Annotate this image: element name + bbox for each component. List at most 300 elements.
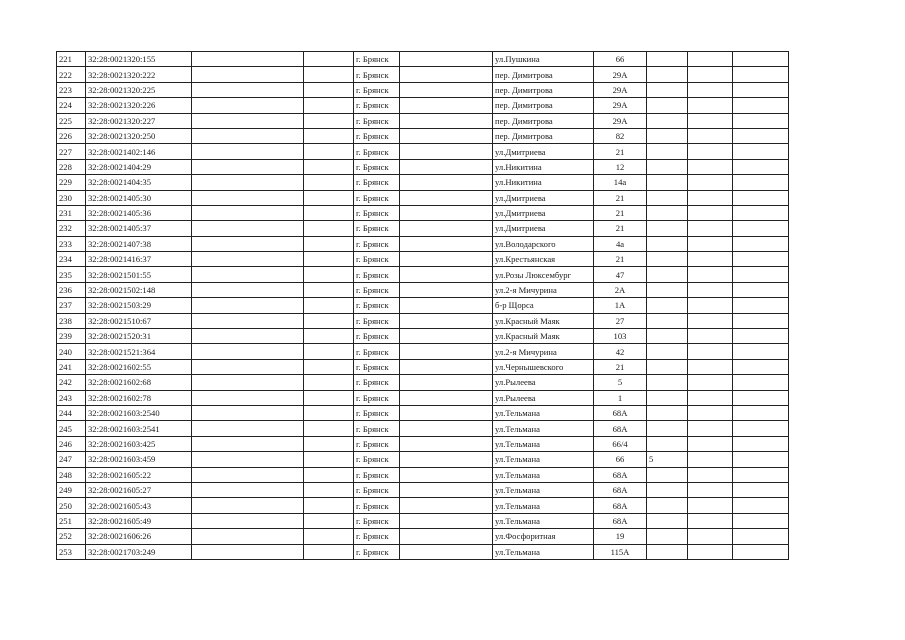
cell-house-number: 14а	[594, 175, 647, 190]
cell-empty	[733, 452, 789, 467]
cell-empty	[192, 359, 304, 374]
cell-row-number: 253	[57, 544, 86, 559]
cell-empty	[400, 82, 493, 97]
cell-cadastral-number: 32:28:0021320:250	[86, 128, 192, 143]
cell-row-number: 244	[57, 405, 86, 420]
cell-empty	[733, 221, 789, 236]
table-row	[57, 513, 789, 528]
cell-cadastral-number: 32:28:0021501:55	[86, 267, 192, 282]
cell-empty	[400, 344, 493, 359]
cell-empty	[400, 498, 493, 513]
cell-city: г. Брянск	[354, 98, 400, 113]
cell-city: г. Брянск	[354, 128, 400, 143]
cell-house-number: 1	[594, 390, 647, 405]
cell-house-number: 66	[594, 52, 647, 67]
cell-empty	[688, 498, 733, 513]
cell-empty	[304, 359, 354, 374]
cell-extra	[647, 467, 688, 482]
cell-empty	[688, 82, 733, 97]
cell-empty	[192, 236, 304, 251]
cell-empty	[304, 98, 354, 113]
cell-empty	[192, 267, 304, 282]
cell-empty	[688, 144, 733, 159]
cell-empty	[304, 82, 354, 97]
cell-empty	[400, 405, 493, 420]
cell-empty	[304, 313, 354, 328]
table-row	[57, 82, 789, 97]
table-row	[57, 267, 789, 282]
cell-empty	[733, 436, 789, 451]
cell-empty	[688, 298, 733, 313]
cell-empty	[733, 298, 789, 313]
cell-cadastral-number: 32:28:0021602:68	[86, 375, 192, 390]
cell-empty	[400, 436, 493, 451]
cell-empty	[304, 405, 354, 420]
table-row	[57, 405, 789, 420]
cell-empty	[192, 67, 304, 82]
cell-empty	[304, 529, 354, 544]
cell-cadastral-number: 32:28:0021405:36	[86, 205, 192, 220]
cell-cadastral-number: 32:28:0021405:37	[86, 221, 192, 236]
cell-row-number: 221	[57, 52, 86, 67]
cell-street: ул.Тельмана	[493, 513, 594, 528]
cell-empty	[192, 375, 304, 390]
cell-row-number: 250	[57, 498, 86, 513]
cell-house-number: 2А	[594, 282, 647, 297]
cell-city: г. Брянск	[354, 544, 400, 559]
cell-street: пер. Димитрова	[493, 67, 594, 82]
cell-empty	[400, 221, 493, 236]
table-row	[57, 359, 789, 374]
cell-extra	[647, 436, 688, 451]
cell-empty	[733, 175, 789, 190]
cell-empty	[733, 529, 789, 544]
cell-empty	[192, 144, 304, 159]
cell-empty	[733, 359, 789, 374]
cell-empty	[192, 421, 304, 436]
cell-empty	[400, 205, 493, 220]
cell-empty	[192, 282, 304, 297]
cell-empty	[400, 267, 493, 282]
cell-empty	[304, 144, 354, 159]
cell-empty	[304, 298, 354, 313]
cell-empty	[688, 375, 733, 390]
cell-street: ул.Тельмана	[493, 544, 594, 559]
cell-empty	[733, 421, 789, 436]
cell-empty	[192, 113, 304, 128]
cell-empty	[192, 467, 304, 482]
cell-empty	[400, 482, 493, 497]
cell-row-number: 249	[57, 482, 86, 497]
cell-street: ул.Тельмана	[493, 467, 594, 482]
cell-empty	[733, 252, 789, 267]
cell-empty	[304, 128, 354, 143]
cell-extra	[647, 113, 688, 128]
cell-row-number: 226	[57, 128, 86, 143]
cell-row-number: 228	[57, 159, 86, 174]
cell-empty	[688, 544, 733, 559]
cell-cadastral-number: 32:28:0021407:38	[86, 236, 192, 251]
cell-extra	[647, 313, 688, 328]
cell-cadastral-number: 32:28:0021320:225	[86, 82, 192, 97]
table-row	[57, 252, 789, 267]
cell-row-number: 246	[57, 436, 86, 451]
cell-row-number: 248	[57, 467, 86, 482]
cell-empty	[192, 329, 304, 344]
cell-extra	[647, 267, 688, 282]
cell-extra	[647, 298, 688, 313]
cell-cadastral-number: 32:28:0021416:37	[86, 252, 192, 267]
cell-city: г. Брянск	[354, 359, 400, 374]
cell-city: г. Брянск	[354, 467, 400, 482]
cell-row-number: 225	[57, 113, 86, 128]
cell-empty	[688, 313, 733, 328]
table-row	[57, 67, 789, 82]
cell-house-number: 12	[594, 159, 647, 174]
cell-city: г. Брянск	[354, 436, 400, 451]
cell-city: г. Брянск	[354, 405, 400, 420]
cell-empty	[304, 375, 354, 390]
cell-row-number: 231	[57, 205, 86, 220]
cell-extra	[647, 67, 688, 82]
cell-street: пер. Димитрова	[493, 82, 594, 97]
cell-empty	[733, 375, 789, 390]
cell-extra: 5	[647, 452, 688, 467]
cell-empty	[192, 190, 304, 205]
cell-empty	[733, 190, 789, 205]
cell-empty	[688, 467, 733, 482]
cell-extra	[647, 252, 688, 267]
cell-cadastral-number: 32:28:0021402:146	[86, 144, 192, 159]
cell-row-number: 232	[57, 221, 86, 236]
table-row	[57, 98, 789, 113]
cell-house-number: 29А	[594, 113, 647, 128]
table-row	[57, 175, 789, 190]
cell-city: г. Брянск	[354, 482, 400, 497]
cell-house-number: 42	[594, 344, 647, 359]
cell-city: г. Брянск	[354, 67, 400, 82]
cell-empty	[733, 498, 789, 513]
cell-empty	[688, 482, 733, 497]
cell-house-number: 68А	[594, 482, 647, 497]
cell-house-number: 21	[594, 252, 647, 267]
table-row	[57, 329, 789, 344]
cell-city: г. Брянск	[354, 329, 400, 344]
table-row	[57, 52, 789, 67]
cell-house-number: 1А	[594, 298, 647, 313]
cell-empty	[400, 144, 493, 159]
cell-empty	[192, 175, 304, 190]
cell-street: ул.Рылеева	[493, 390, 594, 405]
cell-empty	[192, 390, 304, 405]
cell-extra	[647, 359, 688, 374]
cell-row-number: 240	[57, 344, 86, 359]
cell-empty	[192, 513, 304, 528]
cell-cadastral-number: 32:28:0021605:22	[86, 467, 192, 482]
cell-empty	[733, 98, 789, 113]
cell-empty	[192, 98, 304, 113]
cell-empty	[733, 282, 789, 297]
cell-empty	[304, 329, 354, 344]
table-row	[57, 436, 789, 451]
cell-empty	[304, 482, 354, 497]
cell-house-number: 4а	[594, 236, 647, 251]
cell-empty	[304, 205, 354, 220]
cell-house-number: 29А	[594, 67, 647, 82]
cell-street: ул.Тельмана	[493, 405, 594, 420]
cell-extra	[647, 329, 688, 344]
cell-empty	[400, 513, 493, 528]
cell-empty	[304, 421, 354, 436]
cell-street: пер. Димитрова	[493, 113, 594, 128]
cell-empty	[304, 175, 354, 190]
cell-empty	[192, 344, 304, 359]
cell-empty	[688, 221, 733, 236]
cell-cadastral-number: 32:28:0021320:226	[86, 98, 192, 113]
cell-empty	[688, 190, 733, 205]
cell-empty	[400, 175, 493, 190]
cell-empty	[400, 67, 493, 82]
cell-empty	[304, 344, 354, 359]
cell-empty	[304, 436, 354, 451]
cell-empty	[192, 313, 304, 328]
cell-street: ул.Крестьянская	[493, 252, 594, 267]
cell-empty	[733, 544, 789, 559]
cell-street: ул.Никитина	[493, 159, 594, 174]
cell-city: г. Брянск	[354, 267, 400, 282]
cell-street: ул.2-я Мичурина	[493, 344, 594, 359]
cell-empty	[733, 390, 789, 405]
cell-empty	[733, 267, 789, 282]
cell-extra	[647, 205, 688, 220]
cell-city: г. Брянск	[354, 144, 400, 159]
cell-city: г. Брянск	[354, 82, 400, 97]
cell-house-number: 68А	[594, 513, 647, 528]
cell-empty	[400, 421, 493, 436]
cell-empty	[733, 344, 789, 359]
cell-street: ул.Рылеева	[493, 375, 594, 390]
cell-empty	[400, 467, 493, 482]
cell-empty	[733, 113, 789, 128]
cell-house-number: 5	[594, 375, 647, 390]
cell-row-number: 236	[57, 282, 86, 297]
cell-street: пер. Димитрова	[493, 98, 594, 113]
table-row	[57, 221, 789, 236]
cell-city: г. Брянск	[354, 421, 400, 436]
cell-extra	[647, 390, 688, 405]
cell-street: ул.Дмитриева	[493, 221, 594, 236]
cell-empty	[192, 221, 304, 236]
cell-empty	[688, 113, 733, 128]
cell-extra	[647, 128, 688, 143]
cell-house-number: 21	[594, 205, 647, 220]
cell-city: г. Брянск	[354, 498, 400, 513]
cell-house-number: 82	[594, 128, 647, 143]
cell-empty	[733, 128, 789, 143]
cell-row-number: 235	[57, 267, 86, 282]
cell-row-number: 247	[57, 452, 86, 467]
cell-empty	[688, 513, 733, 528]
cell-house-number: 29А	[594, 98, 647, 113]
cell-cadastral-number: 32:28:0021510:67	[86, 313, 192, 328]
cell-street: ул.Тельмана	[493, 452, 594, 467]
cell-empty	[733, 313, 789, 328]
cell-row-number: 237	[57, 298, 86, 313]
cell-extra	[647, 405, 688, 420]
cell-extra	[647, 498, 688, 513]
cell-cadastral-number: 32:28:0021605:49	[86, 513, 192, 528]
cell-empty	[304, 159, 354, 174]
cell-city: г. Брянск	[354, 190, 400, 205]
cell-cadastral-number: 32:28:0021603:2541	[86, 421, 192, 436]
cell-street: ул.Володарского	[493, 236, 594, 251]
cell-city: г. Брянск	[354, 375, 400, 390]
cell-empty	[304, 190, 354, 205]
cell-extra	[647, 236, 688, 251]
cell-empty	[400, 52, 493, 67]
cell-extra	[647, 159, 688, 174]
table-row	[57, 128, 789, 143]
cell-house-number: 66/4	[594, 436, 647, 451]
cell-empty	[688, 529, 733, 544]
cell-empty	[192, 498, 304, 513]
cell-cadastral-number: 32:28:0021520:31	[86, 329, 192, 344]
cell-house-number: 29А	[594, 82, 647, 97]
cell-row-number: 242	[57, 375, 86, 390]
cell-empty	[688, 390, 733, 405]
cell-cadastral-number: 32:28:0021502:148	[86, 282, 192, 297]
cell-empty	[733, 205, 789, 220]
cell-empty	[400, 390, 493, 405]
cell-house-number: 68А	[594, 498, 647, 513]
address-table	[56, 51, 789, 560]
cell-house-number: 21	[594, 144, 647, 159]
cell-house-number: 66	[594, 452, 647, 467]
cell-extra	[647, 52, 688, 67]
cell-extra	[647, 482, 688, 497]
cell-house-number: 103	[594, 329, 647, 344]
cell-city: г. Брянск	[354, 529, 400, 544]
cell-empty	[400, 313, 493, 328]
cell-empty	[192, 52, 304, 67]
cell-extra	[647, 421, 688, 436]
cell-row-number: 241	[57, 359, 86, 374]
cell-empty	[192, 452, 304, 467]
cell-row-number: 234	[57, 252, 86, 267]
cell-city: г. Брянск	[354, 175, 400, 190]
cell-cadastral-number: 32:28:0021503:29	[86, 298, 192, 313]
cell-row-number: 245	[57, 421, 86, 436]
cell-street: ул.Никитина	[493, 175, 594, 190]
cell-street: ул.Фосфоритная	[493, 529, 594, 544]
cell-empty	[192, 298, 304, 313]
cell-empty	[400, 452, 493, 467]
cell-street: ул.Розы Люксембург	[493, 267, 594, 282]
cell-extra	[647, 98, 688, 113]
cell-empty	[688, 436, 733, 451]
cell-empty	[304, 52, 354, 67]
cell-empty	[400, 113, 493, 128]
cell-empty	[733, 82, 789, 97]
cell-empty	[192, 159, 304, 174]
cell-empty	[192, 544, 304, 559]
cell-empty	[733, 67, 789, 82]
cell-empty	[400, 298, 493, 313]
table-row	[57, 313, 789, 328]
cell-empty	[400, 98, 493, 113]
cell-street: ул.Красный Маяк	[493, 329, 594, 344]
cell-house-number: 27	[594, 313, 647, 328]
cell-cadastral-number: 32:28:0021404:29	[86, 159, 192, 174]
cell-empty	[688, 205, 733, 220]
cell-empty	[400, 236, 493, 251]
cell-city: г. Брянск	[354, 113, 400, 128]
cell-cadastral-number: 32:28:0021320:227	[86, 113, 192, 128]
cell-cadastral-number: 32:28:0021602:55	[86, 359, 192, 374]
cell-street: ул.Красный Маяк	[493, 313, 594, 328]
table-row	[57, 159, 789, 174]
cell-city: г. Брянск	[354, 513, 400, 528]
cell-city: г. Брянск	[354, 282, 400, 297]
cell-empty	[688, 52, 733, 67]
cell-empty	[688, 159, 733, 174]
cell-row-number: 251	[57, 513, 86, 528]
cell-empty	[400, 359, 493, 374]
cell-city: г. Брянск	[354, 221, 400, 236]
cell-street: ул.Тельмана	[493, 482, 594, 497]
cell-cadastral-number: 32:28:0021605:27	[86, 482, 192, 497]
cell-row-number: 224	[57, 98, 86, 113]
cell-street: ул.2-я Мичурина	[493, 282, 594, 297]
cell-empty	[688, 236, 733, 251]
cell-house-number: 115А	[594, 544, 647, 559]
cell-extra	[647, 190, 688, 205]
cell-street: ул.Тельмана	[493, 421, 594, 436]
cell-empty	[304, 252, 354, 267]
table-row	[57, 205, 789, 220]
cell-extra	[647, 544, 688, 559]
cell-empty	[304, 113, 354, 128]
table-row	[57, 236, 789, 251]
cell-house-number: 68А	[594, 421, 647, 436]
cell-empty	[688, 252, 733, 267]
cell-empty	[400, 375, 493, 390]
table-row	[57, 144, 789, 159]
cell-empty	[688, 359, 733, 374]
cell-cadastral-number: 32:28:0021404:35	[86, 175, 192, 190]
cell-city: г. Брянск	[354, 205, 400, 220]
cell-empty	[733, 405, 789, 420]
cell-extra	[647, 144, 688, 159]
table-row	[57, 113, 789, 128]
cell-extra	[647, 221, 688, 236]
cell-city: г. Брянск	[354, 452, 400, 467]
cell-empty	[192, 252, 304, 267]
cell-city: г. Брянск	[354, 252, 400, 267]
cell-row-number: 239	[57, 329, 86, 344]
cell-house-number: 21	[594, 221, 647, 236]
cell-house-number: 19	[594, 529, 647, 544]
cell-cadastral-number: 32:28:0021603:425	[86, 436, 192, 451]
cell-street: б-р Щорса	[493, 298, 594, 313]
cell-extra	[647, 175, 688, 190]
cell-empty	[304, 513, 354, 528]
cell-cadastral-number: 32:28:0021703:249	[86, 544, 192, 559]
cell-extra	[647, 529, 688, 544]
cell-empty	[192, 82, 304, 97]
cell-extra	[647, 82, 688, 97]
table-row	[57, 467, 789, 482]
